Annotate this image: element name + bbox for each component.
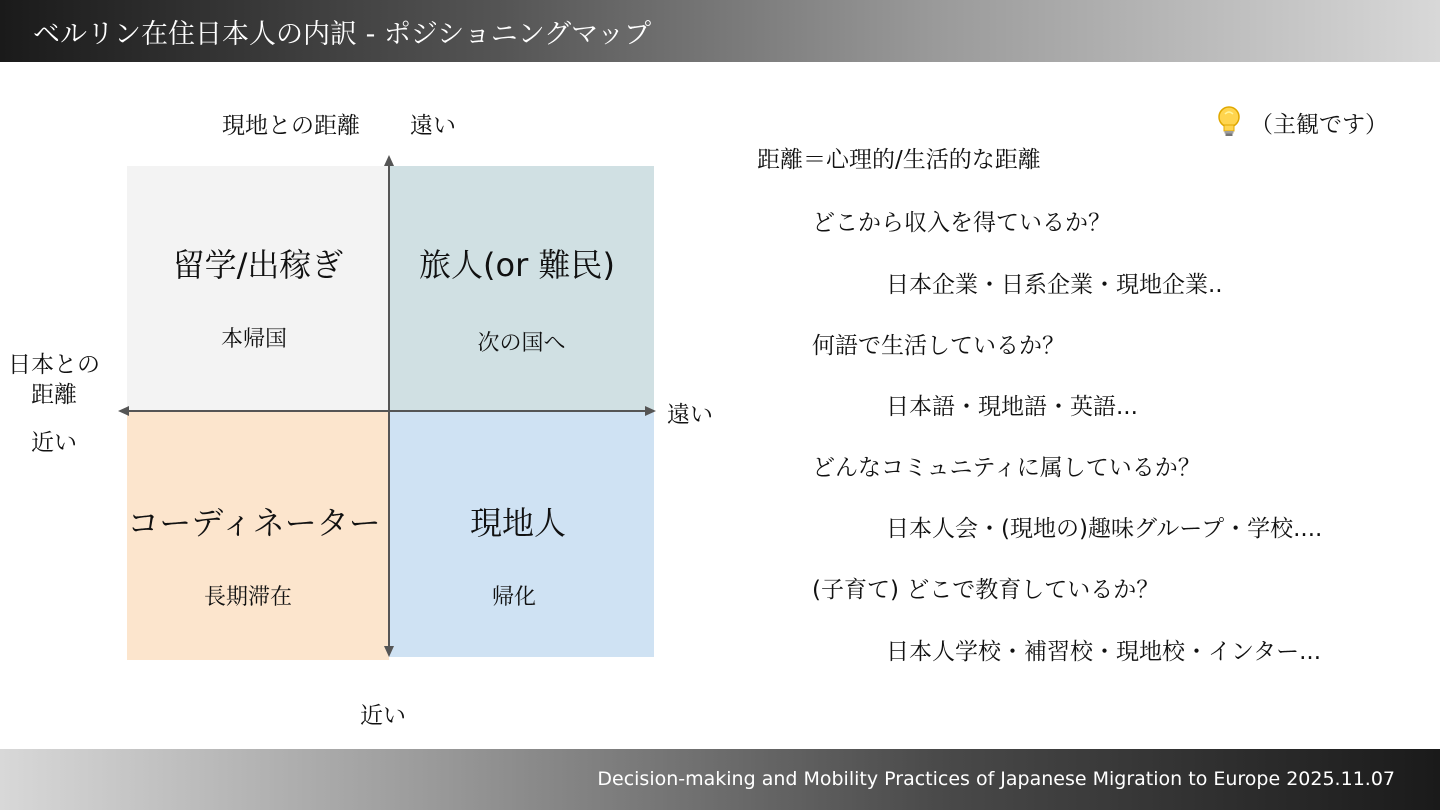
footer-bar [0, 749, 1440, 810]
answer-language: 日本語・現地語・英語... [886, 394, 1138, 420]
question-language: 何語で生活しているか？ [812, 333, 1065, 359]
x-axis-near-label: 近い [31, 430, 77, 456]
x-axis-label-line1: 日本との [8, 352, 100, 378]
answer-income: 日本企業・日系企業・現地企業.. [886, 272, 1223, 298]
quadrant-top-left-title: 留学/出稼ぎ [172, 246, 344, 284]
x-axis-label-line2: 距離 [31, 382, 77, 408]
y-axis-far-label: 遠い [410, 113, 456, 139]
answer-community: 日本人会・(現地の)趣味グループ・学校.... [886, 516, 1323, 542]
quadrant-bottom-left-sub: 長期滞在 [203, 585, 292, 610]
quadrant-bottom-right-sub: 帰化 [491, 585, 536, 610]
lightbulb-icon [1213, 104, 1245, 138]
x-axis-far-label: 遠い [667, 402, 713, 428]
quadrant-bottom-right-title: 現地人 [469, 504, 566, 542]
question-income: どこから収入を得ているか？ [812, 210, 1111, 236]
question-community: どんなコミュニティに属しているか？ [812, 455, 1201, 481]
quadrant-top-right-title: 旅人(or 難民) [419, 246, 615, 284]
y-axis-near-label: 近い [360, 703, 406, 729]
answer-education: 日本人学校・補習校・現地校・インター... [886, 639, 1322, 665]
y-axis-label: 現地との距離 [222, 113, 360, 139]
slide-title: ベルリン在住日本人の内訳 - ポジショニングマップ [33, 19, 652, 50]
definition-text: 距離＝心理的/生活的な距離 [757, 147, 1041, 173]
question-education: (子育て) どこで教育しているか？ [812, 577, 1160, 603]
quadrant-top-left-sub: 本帰国 [220, 327, 287, 352]
quadrant-top-right-sub: 次の国へ [477, 331, 566, 356]
quadrant-bottom-left-title: コーディネーター [127, 504, 381, 542]
subjective-note: （主観です） [1250, 112, 1388, 138]
footer-caption: Decision-making and Mobility Practices of Japanese Migration to Europe 2025.11.07 [597, 768, 1395, 790]
